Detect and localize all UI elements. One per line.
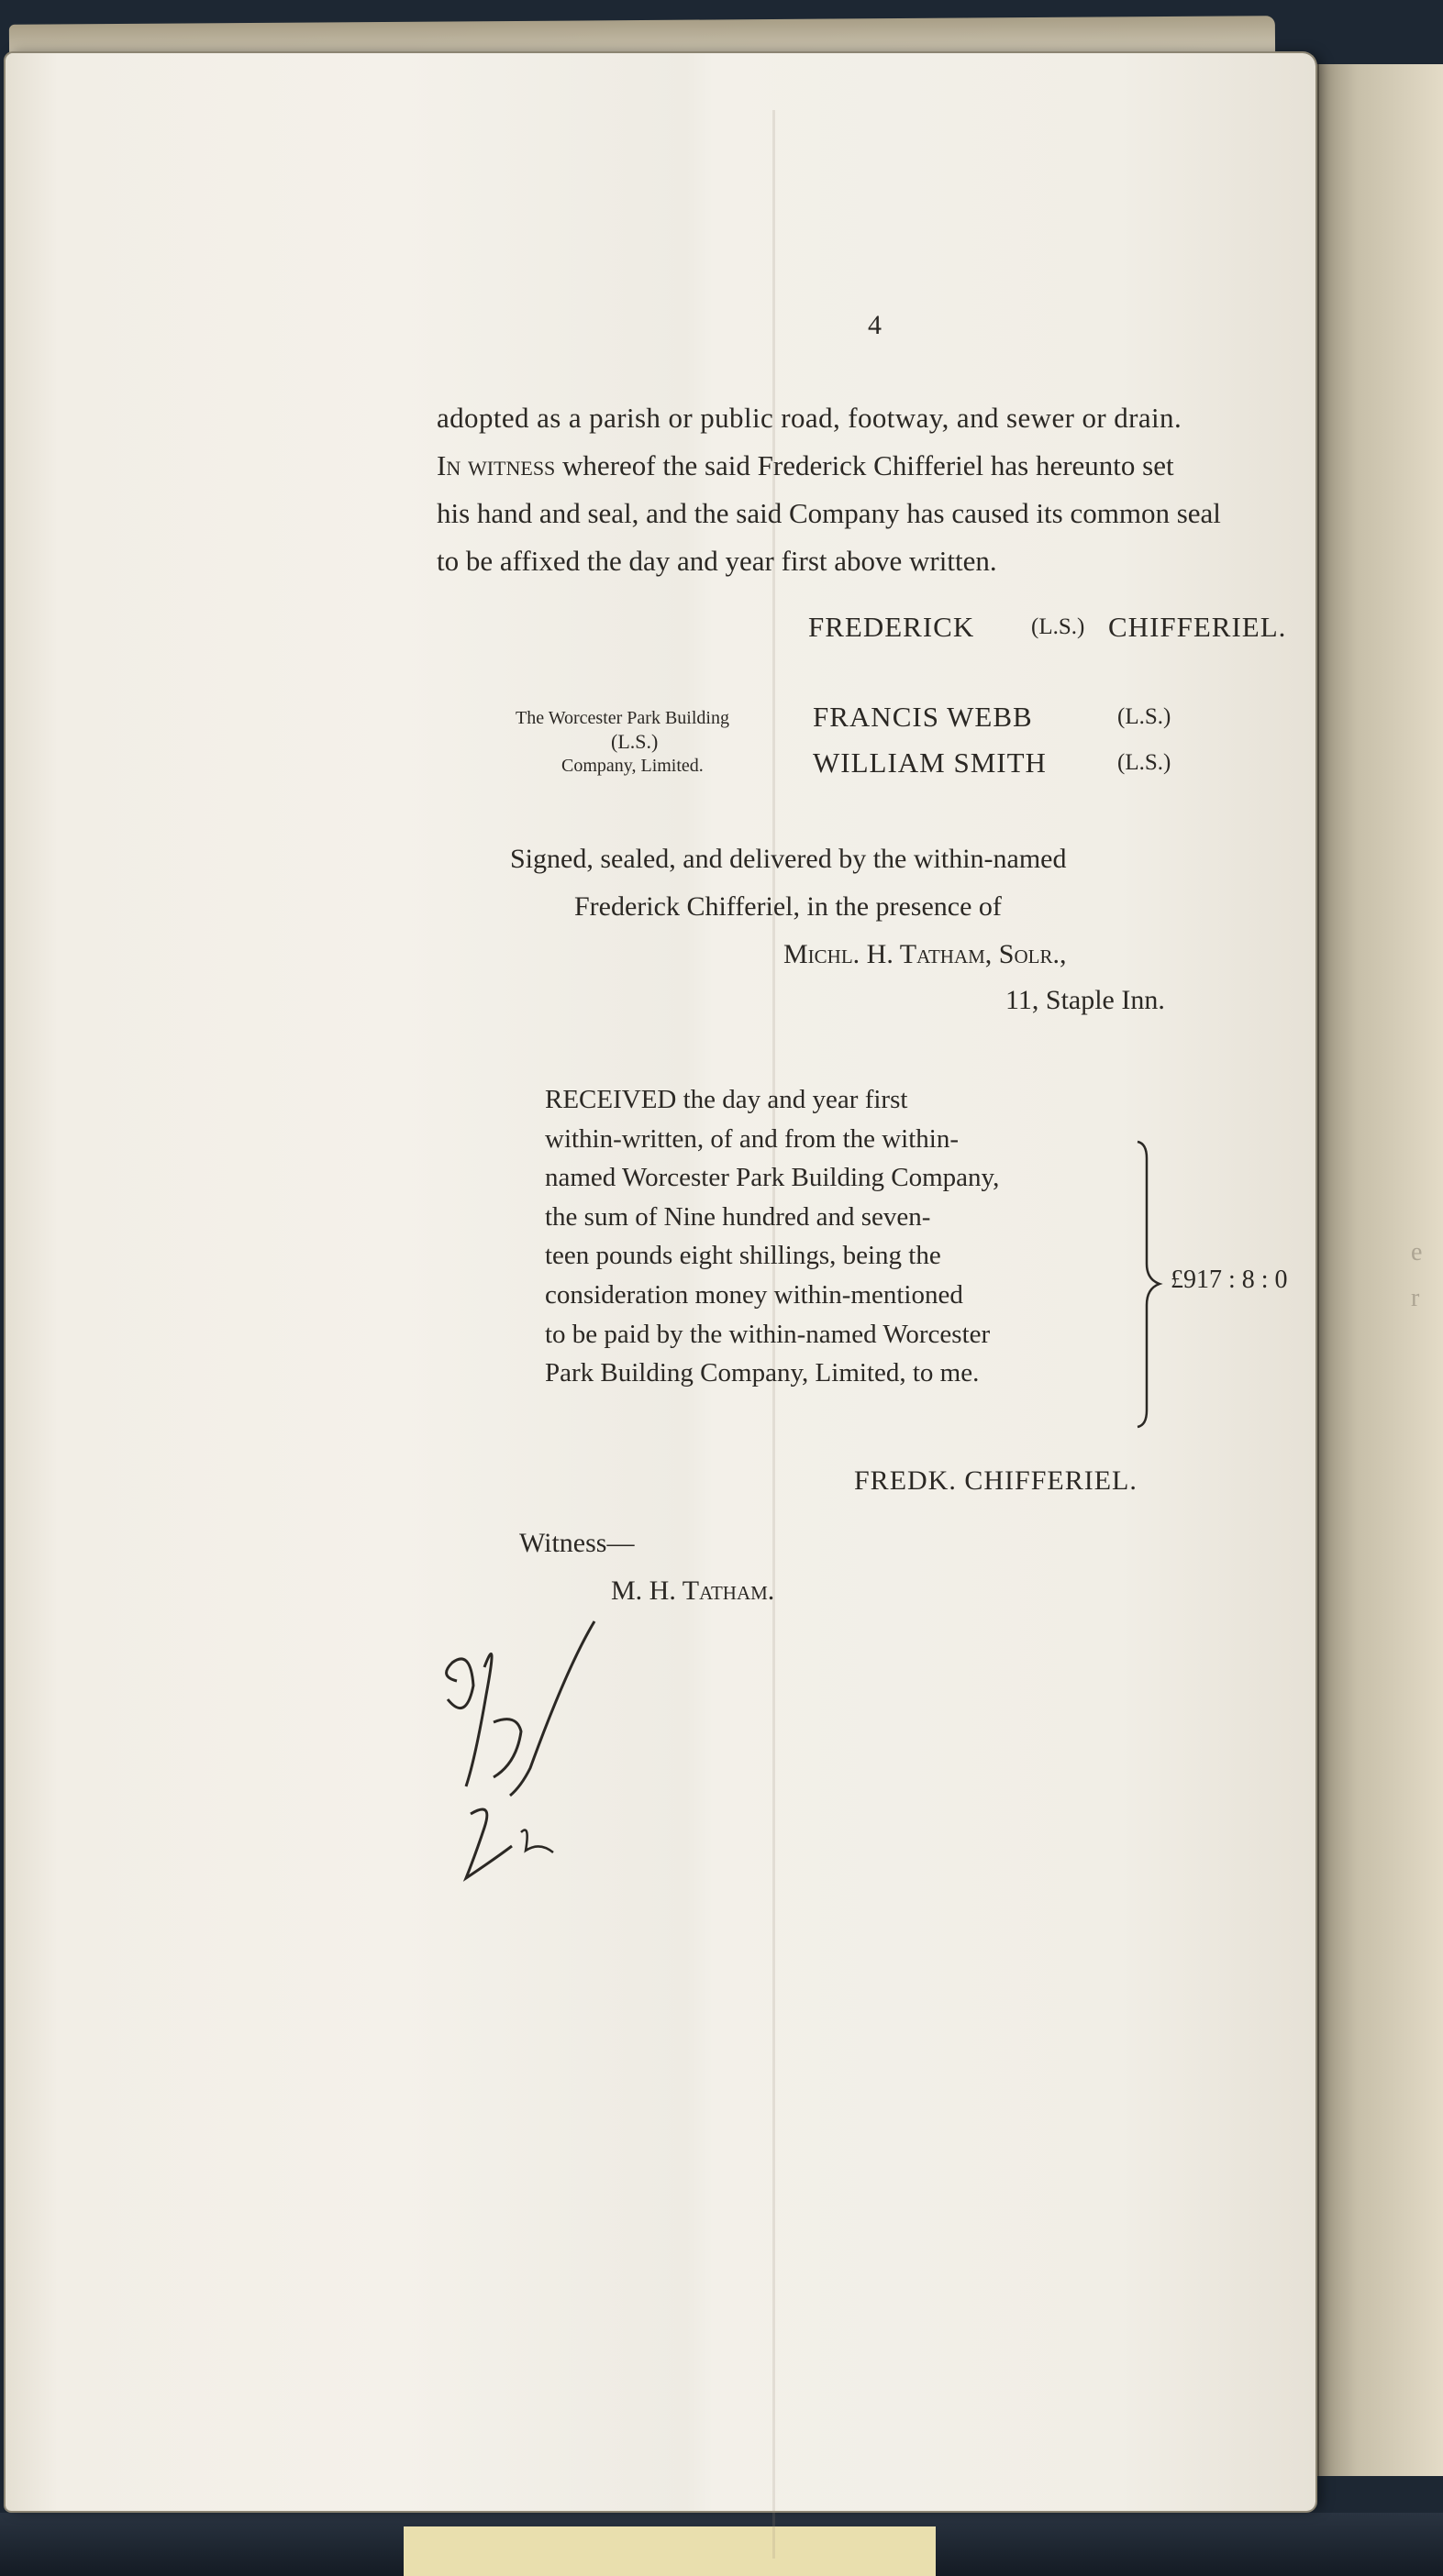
in-witness-heading: In witness [437, 449, 556, 481]
receipt-line: Park Building Company, Limited, to me. [545, 1358, 980, 1388]
receipt-line: named Worcester Park Building Company, [545, 1163, 1000, 1193]
signatory-last-name: CHIFFERIEL. [1108, 611, 1287, 643]
attesting-witness-address: 11, Staple Inn. [1005, 985, 1165, 1015]
adjacent-page-ghost-mark: r [1411, 1284, 1420, 1312]
receipt-signature: FREDK. CHIFFERIEL. [854, 1465, 1138, 1496]
adjacent-page-ghost-mark: e [1411, 1238, 1423, 1266]
seal-mark: (L.S.) [1117, 750, 1171, 775]
seal-mark: (L.S.) [1031, 614, 1085, 639]
attesting-witness-name: Michl. H. Tatham, Solr., [783, 939, 1067, 969]
receipt-line: the sum of Nine hundred and seven- [545, 1201, 931, 1232]
attestation-line: Signed, sealed, and delivered by the within-named [510, 844, 1067, 874]
handwritten-initials [429, 1612, 613, 1887]
body-line: to be affixed the day and year first above written. [437, 545, 997, 577]
director-name: FRANCIS WEBB [813, 701, 1033, 733]
receipt-line: RECEIVED the day and year first [545, 1085, 908, 1114]
receipt-line: teen pounds eight shillings, being the [545, 1241, 941, 1271]
body-line [437, 449, 1174, 482]
body-line-text: whereof the said Frederick Chifferiel has hereunto set [562, 449, 1174, 481]
company-name-line: Company, Limited. [561, 756, 704, 776]
witness-name: M. H. Tatham. [611, 1575, 775, 1606]
bottom-tab [404, 2526, 936, 2576]
receipt-text [545, 1080, 1104, 1393]
receipt-line: consideration money within-mentioned [545, 1279, 963, 1310]
receipt-amount: £917 : 8 : 0 [1171, 1266, 1288, 1294]
receipt-line: to be paid by the within-named Worcester [545, 1319, 991, 1349]
attestation-line: Frederick Chifferiel, in the presence of [574, 891, 1002, 922]
company-name-line: The Worcester Park Building [516, 708, 729, 728]
signatory-first-name: FREDERICK [808, 611, 975, 643]
witness-label: Witness— [519, 1528, 635, 1558]
body-line: adopted as a parish or public road, footway, and sewer or drain. [437, 402, 1182, 434]
document-page [6, 53, 1315, 2511]
receipt-brace [1136, 1140, 1163, 1429]
page-number: 4 [868, 310, 882, 340]
body-line: his hand and seal, and the said Company has caused its common seal [437, 497, 1221, 529]
company-seal-mark: (L.S.) [611, 730, 659, 753]
receipt-line: within-written, of and from the within- [545, 1123, 960, 1154]
seal-mark: (L.S.) [1117, 704, 1171, 729]
adjacent-page [1316, 64, 1443, 2476]
director-name: WILLIAM SMITH [813, 746, 1047, 779]
